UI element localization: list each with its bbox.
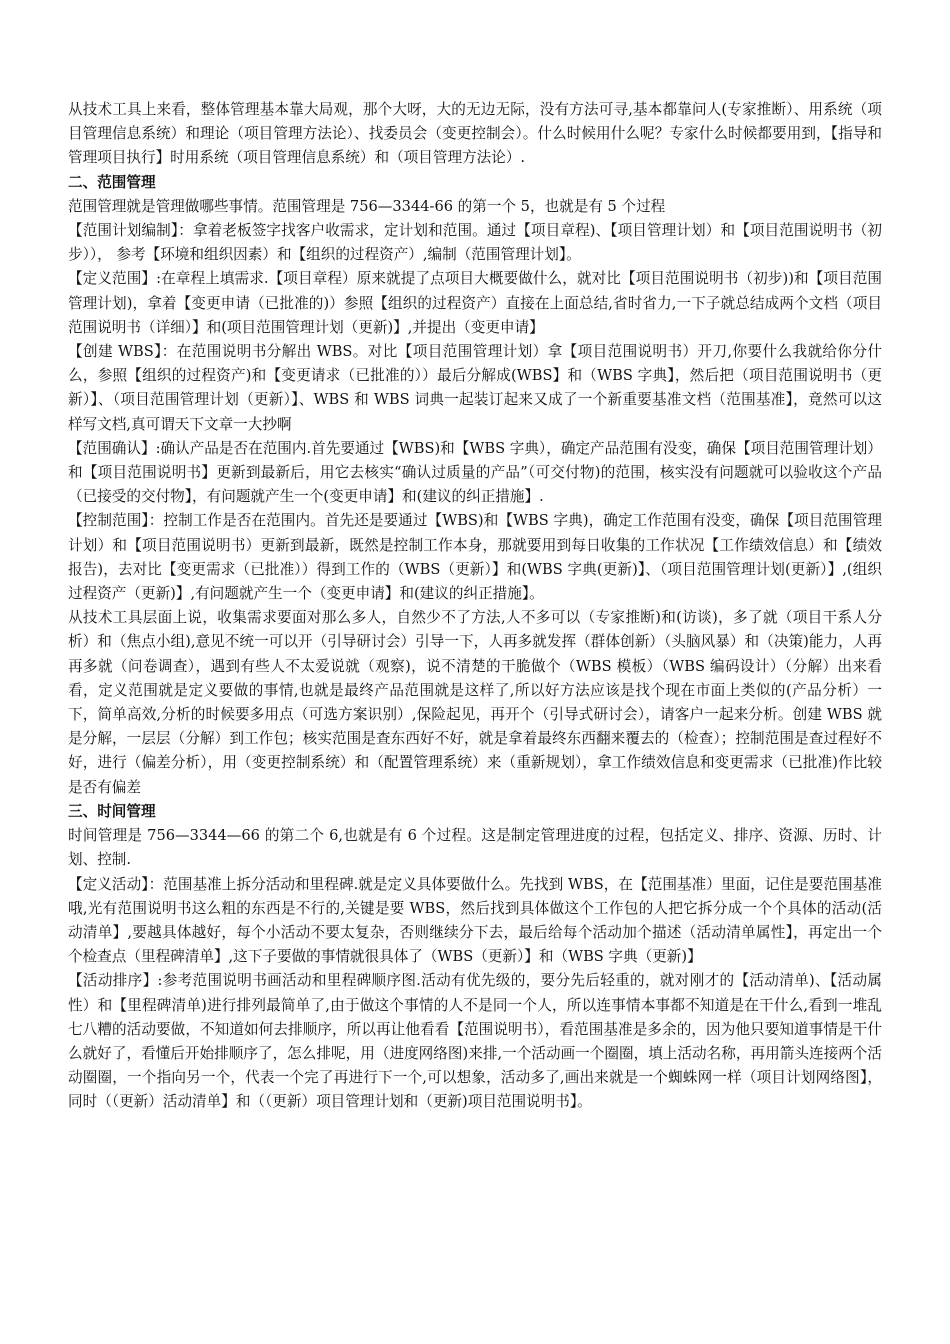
section-heading-scope: 二、范围管理 (68, 173, 156, 191)
scope-paragraph-planning: 【范围计划编制】：拿着老板签字找客户收需求，定计划和范围。通过【项目章程)、【项目管理计划）和【项目范围说明书（初步））， 参考【环境和组织因素）和【组织的过程资产）,编制（范围管理计划】。 (68, 222, 882, 264)
scope-paragraph-create-wbs: 【创建 WBS】：在范围说明书分解出 WBS。对比【项目范围管理计划）拿【项目范围说明书）开刀,你要什么我就给你分什么，参照【组织的过程资产)和【变更请求（已批准的））最后分解成(WBS】和（WBS 字典】，然后把（项目范围说明书（更新）】、（项目范围管理计划（更新）】、WBS 和 WBS 词典一起装订起来又成了一个新重要基准文档（范围基准】，竟然可以这样写文档,真可谓天下文章一大抄啊 (68, 343, 882, 433)
scope-paragraph-tools: 从技术工具层面上说，收集需求要面对那么多人，自然少不了方法,人不多可以（专家推断)和(访谈)，多了就（项目干系人分析）和（焦点小组),意见不统一可以开（引导研讨会）引导一下，人再多就发挥（群体创新）（头脑风暴）和（决策)能力，人再再多就（问卷调查），遇到有些人不太爱说就（观察)，说不清楚的干脆做个（WBS 模板）（WBS 编码设计）（分解）出来看看，定义范围就是定义要做的事情,也就是最终产品范围就是这样了,所以好方法应该是找个现在市面上类似的(产品分析）一下，简单高效,分析的时候要多用点（可选方案识别）,保险起见，再开个（引导式研讨会），请客户一起来分析。创建 WBS 就是分解，一层层（分解）到工作包；核实范围是查东西好不好，就是拿着最终东西翻来覆去的（检查）；控制范围是查过程好不好，进行（偏差分析），用（变更控制系统）和（配置管理系统）来（重新规划），拿工作绩效信息和变更需求（已批准)作比较是否有偏差 (68, 609, 882, 796)
time-paragraph-sequence-activities: 【活动排序】:参考范围说明书画活动和里程碑顺序图.活动有优先级的，要分先后轻重的，就对刚才的【活动清单)、【活动属性）和【里程碑清单)进行排列最简单了,由于做这个事情的人不是同一个人，所以连事情本事都不知道是在干什么,看到一堆乱七八糟的活动要做，不知道如何去排顺序，所以再让他看看【范围说明书），看范围基准是多余的，因为他只要知道事情是干什么就好了，看懂后开始排顺序了，怎么排呢，用（进度网络图)来排,一个活动画一个圈圈，填上活动名称，再用箭头连接两个活动圈圈，一个指向另一个，代表一个完了再进行下一个,可以想象，活动多了,画出来就是一个蜘蛛网一样（项目计划网络图】，同时（（更新）活动清单】和（（更新）项目管理计划和（更新)项目范围说明书】。 (68, 972, 882, 1111)
scope-paragraph-define: 【定义范围】:在章程上填需求.【项目章程）原来就提了点项目大概要做什么，就对比【项目范围说明书（初步))和【项目范围管理计划)，拿着【变更申请（已批准的)）参照【组织的过程资产）直接在上面总结,省时省力,一下子就总结成两个文档（项目范围说明书（详细）】和(项目范围管理计划（更新)】,并提出（变更申请】 (68, 270, 882, 336)
scope-paragraph-verify: 【范围确认】:确认产品是否在范围内.首先要通过【WBS)和【WBS 字典），确定产品范围有没变，确保【项目范围管理计划）和【项目范围说明书】更新到最新后，用它去核实“确认过质量的产品”（可交付物)的范围，核实没有问题就可以验收这个产品（已接受的交付物】，有问题就产生一个(变更申请】和(建议的纠正措施】. (68, 439, 882, 506)
intro-paragraph: 从技术工具上来看，整体管理基本靠大局观，那个大呀，大的无边无际，没有方法可寻,基本都靠问人(专家推断）、用系统（项目管理信息系统）和理论（项目管理方法论）、找委员会（变更控制会）。什么时候用什么呢？专家什么时候都要用到，【指导和管理项目执行】时用系统（项目管理信息系统）和（项目管理方法论）. (68, 101, 882, 167)
scope-paragraph-control: 【控制范围】：控制工作是否在范围内。首先还是要通过【WBS)和【WBS 字典)，确定工作范围有没变，确保【项目范围管理计划）和【项目范围说明书）更新到最新，既然是控制工作本身，那就要用到每日收集的工作状况【工作绩效信息）和【绩效报告)，去对比【变更需求（已批准））得到工作的（WBS（更新）】和(WBS 字典(更新)】、（项目范围管理计划(更新）】,(组织过程资产（更新)】,有问题就产生一个（变更申请】和(建议的纠正措施】。 (68, 512, 882, 603)
time-paragraph-overview: 时间管理是 756—3344—66 的第二个 6,也就是有 6 个过程。这是制定管理进度的过程，包括定义、排序、资源、历时、计划、控制. (68, 827, 882, 869)
scope-paragraph-overview: 范围管理就是管理做哪些事情。范围管理是 756—3344-66 的第一个 5，也就是有 5 个过程 (68, 197, 666, 215)
document-page (68, 98, 882, 1115)
section-heading-time: 三、时间管理 (68, 802, 156, 820)
time-paragraph-define-activities: 【定义活动】：范围基准上拆分活动和里程碑.就是定义具体要做什么。先找到 WBS，在【范围基准）里面，记住是要范围基准哦,光有范围说明书这么粗的东西是不行的,关键是要 WBS，然后找到具体做这个工作包的人把它拆分成一个个具体的活动(活动清单】,要越具体越好，每个小活动不要太复杂，否则继续分下去，最后给每个活动加个描述（活动清单属性】，再定出一个个检查点（里程碑清单】,这下子要做的事情就很具体了（WBS（更新）】和（WBS 字典（更新)】 (68, 875, 882, 966)
